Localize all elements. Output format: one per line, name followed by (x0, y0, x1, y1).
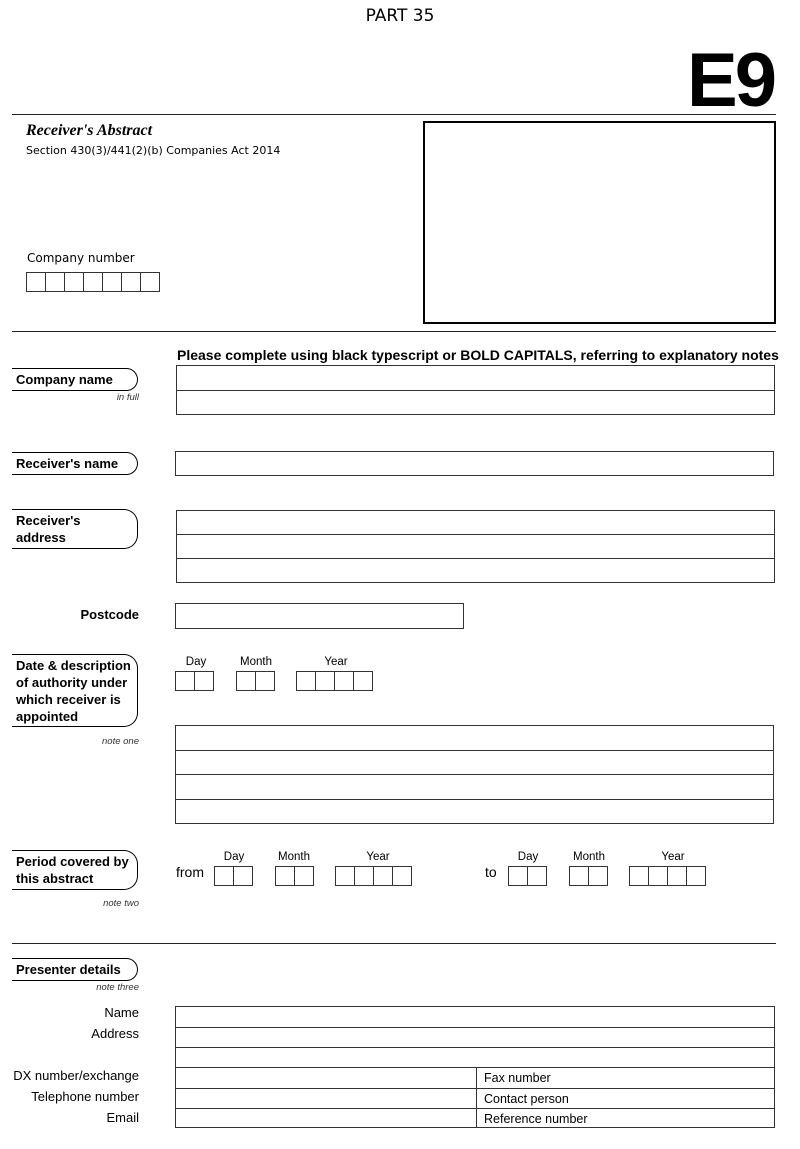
presenter-name-label: Name (104, 1005, 139, 1020)
period-note: note two (103, 898, 139, 909)
period-to-day-label: Day (517, 851, 539, 863)
authority-month-input[interactable] (236, 671, 275, 691)
form-subtitle: Section 430(3)/441(2)(b) Companies Act 2014 (26, 144, 281, 157)
divider (12, 331, 776, 332)
authority-year-label: Year (324, 656, 348, 668)
company-number-cell[interactable] (64, 272, 84, 292)
presenter-details-label: Presenter details (12, 958, 138, 981)
authority-label: Date & description of authority under which receiver is appointed (12, 654, 138, 727)
presenter-address-label: Address (91, 1026, 139, 1041)
presenter-email-label: Email (106, 1110, 139, 1125)
period-from-year-label: Year (366, 851, 390, 863)
company-number-cell[interactable] (140, 272, 160, 292)
company-number-label: Company number (27, 251, 135, 265)
contact-person-label: Contact person (484, 1092, 569, 1106)
presenter-details-table[interactable] (175, 1006, 775, 1128)
company-number-cell[interactable] (121, 272, 141, 292)
company-name-label: Company name (12, 368, 138, 391)
form-code: E9 (687, 38, 774, 123)
company-name-field[interactable] (176, 365, 775, 415)
period-to-month-input[interactable] (569, 866, 608, 886)
authority-day-label: Day (185, 656, 207, 668)
postcode-label: Postcode (80, 607, 139, 622)
authority-note: note one (102, 736, 139, 747)
period-from-day-label: Day (223, 851, 245, 863)
period-to-label: to (485, 864, 497, 880)
receivers-address-field[interactable] (176, 510, 775, 583)
reference-number-label: Reference number (484, 1112, 588, 1126)
period-from-year-input[interactable] (335, 866, 412, 886)
company-number-input[interactable] (26, 272, 160, 292)
fax-number-label: Fax number (484, 1071, 551, 1085)
authority-day-input[interactable] (175, 671, 214, 691)
authority-description-field[interactable] (175, 725, 774, 824)
authority-month-label: Month (240, 656, 272, 668)
divider (12, 114, 776, 115)
period-from-label: from (176, 864, 204, 880)
period-to-month-label: Month (573, 851, 605, 863)
period-label: Period covered by this abstract (12, 850, 138, 890)
part-heading: PART 35 (365, 6, 435, 26)
authority-year-input[interactable] (296, 671, 373, 691)
company-number-cell[interactable] (26, 272, 46, 292)
postcode-field[interactable] (175, 603, 464, 629)
divider (12, 943, 776, 944)
period-from-month-input[interactable] (275, 866, 314, 886)
period-from-day-input[interactable] (214, 866, 253, 886)
company-name-note: in full (116, 392, 139, 403)
period-to-day-input[interactable] (508, 866, 547, 886)
receivers-address-label: Receiver's address (12, 509, 138, 549)
form-title: Receiver's Abstract (26, 122, 153, 139)
receivers-name-field[interactable] (175, 451, 774, 476)
office-use-box (423, 121, 776, 324)
period-to-year-input[interactable] (629, 866, 706, 886)
period-to-year-label: Year (661, 851, 685, 863)
company-number-cell[interactable] (102, 272, 122, 292)
presenter-telephone-label: Telephone number (31, 1089, 139, 1104)
presenter-note: note three (96, 982, 139, 993)
presenter-dx-label: DX number/exchange (13, 1068, 139, 1083)
instructions: Please complete using black typescript or BOLD CAPITALS, referring to explanatory notes (177, 347, 779, 363)
period-from-month-label: Month (278, 851, 310, 863)
receivers-name-label: Receiver's name (12, 452, 138, 475)
company-number-cell[interactable] (83, 272, 103, 292)
company-number-cell[interactable] (45, 272, 65, 292)
